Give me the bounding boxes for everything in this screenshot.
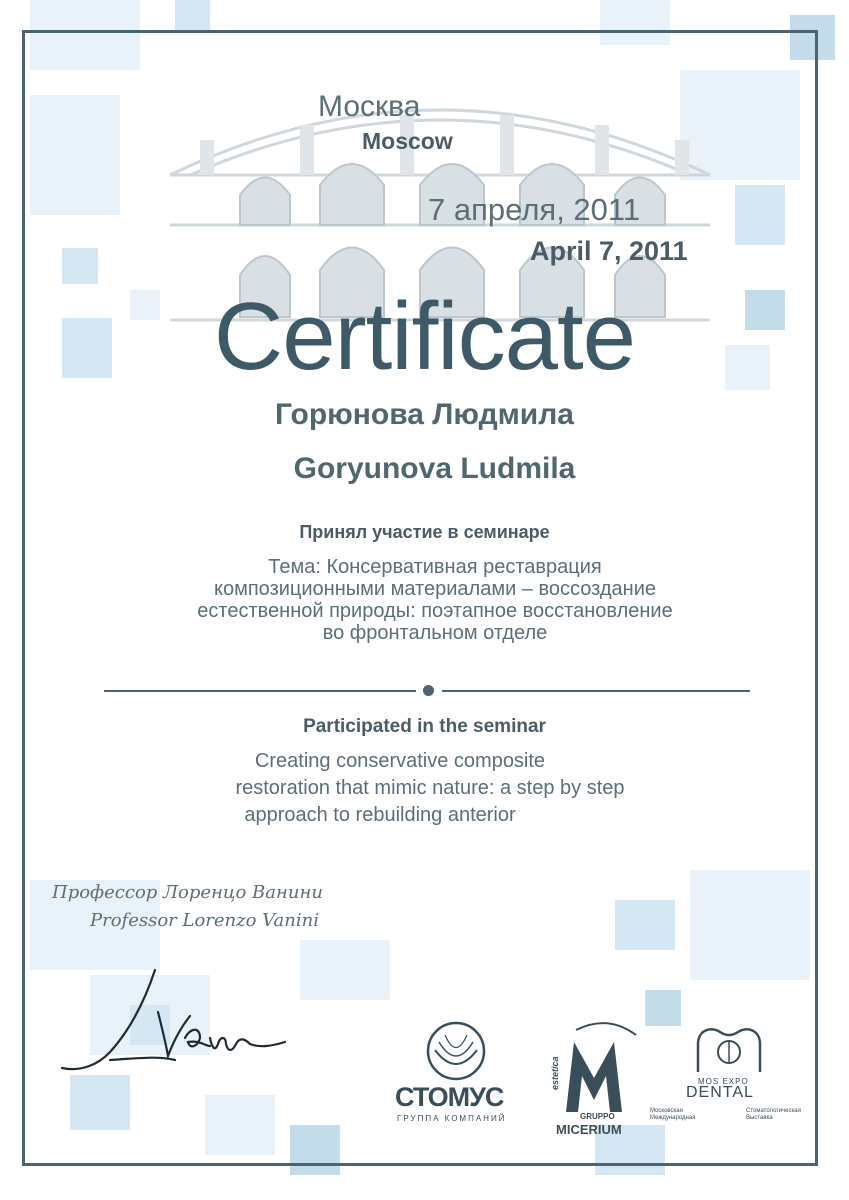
city-ru: Москва [318,90,421,123]
mosexpo-left-caption: Московская Международная [650,1108,696,1121]
signatory-name-en: Professor Lorenzo Vanini [90,910,319,931]
divider-left [104,690,416,692]
signatory-name-ru: Профессор Лоренцо Ванини [52,882,323,903]
decor-square [175,0,210,30]
topic-line: во фронтальном отделе [322,622,548,644]
topic-line: restoration that mimic nature: a step by step [235,777,625,799]
divider-right [442,690,750,692]
date-en: April 7, 2011 [530,236,688,266]
date-ru: 7 апреля, 2011 [428,192,641,227]
micerium-logo [536,1020,651,1137]
seminar-heading-en: Participated in the seminar [303,716,546,737]
mosexpo-tooth-icon [646,1022,811,1082]
mosexpo-dental: DENTAL [686,1084,754,1101]
topic-line: Тема: Консервативная реставрация [268,556,602,578]
mosexpo-top: MOS EXPO [698,1077,749,1086]
micerium-estetica: estetica [550,1056,560,1090]
mosexpo-right-caption: Стоматологическая Выставка [746,1108,801,1121]
topic-line: Creating conservative composite [254,750,546,772]
certificate-title: Certificate [213,283,636,390]
seminar-topic-en [150,748,710,829]
micerium-name: MICERIUM [556,1122,622,1137]
stomus-name: СТОМУС [395,1082,504,1112]
topic-line: approach to rebuilding anterior [244,804,516,826]
seminar-heading-ru: Принял участие в семинаре [299,522,550,542]
micerium-gruppo: GRUPPO [580,1112,615,1121]
topic-line: композиционными материалами – воссоздание [214,578,656,600]
stomus-subtitle: ГРУППА КОМПАНИЙ [397,1114,507,1123]
signature [50,960,290,1080]
mosexpo-dental-logo [646,1022,811,1132]
seminar-topic-ru [90,556,780,644]
city-en: Moscow [362,128,453,154]
stomus-logo [385,1020,530,1130]
recipient-name-en: Goryunova Ludmila [293,452,576,485]
stomus-circle-icon [425,1020,487,1082]
topic-line: естественной природы: поэтапное восстановление [197,600,673,622]
divider-dot [423,685,434,696]
recipient-name-ru: Горюнова Людмила [275,398,574,431]
